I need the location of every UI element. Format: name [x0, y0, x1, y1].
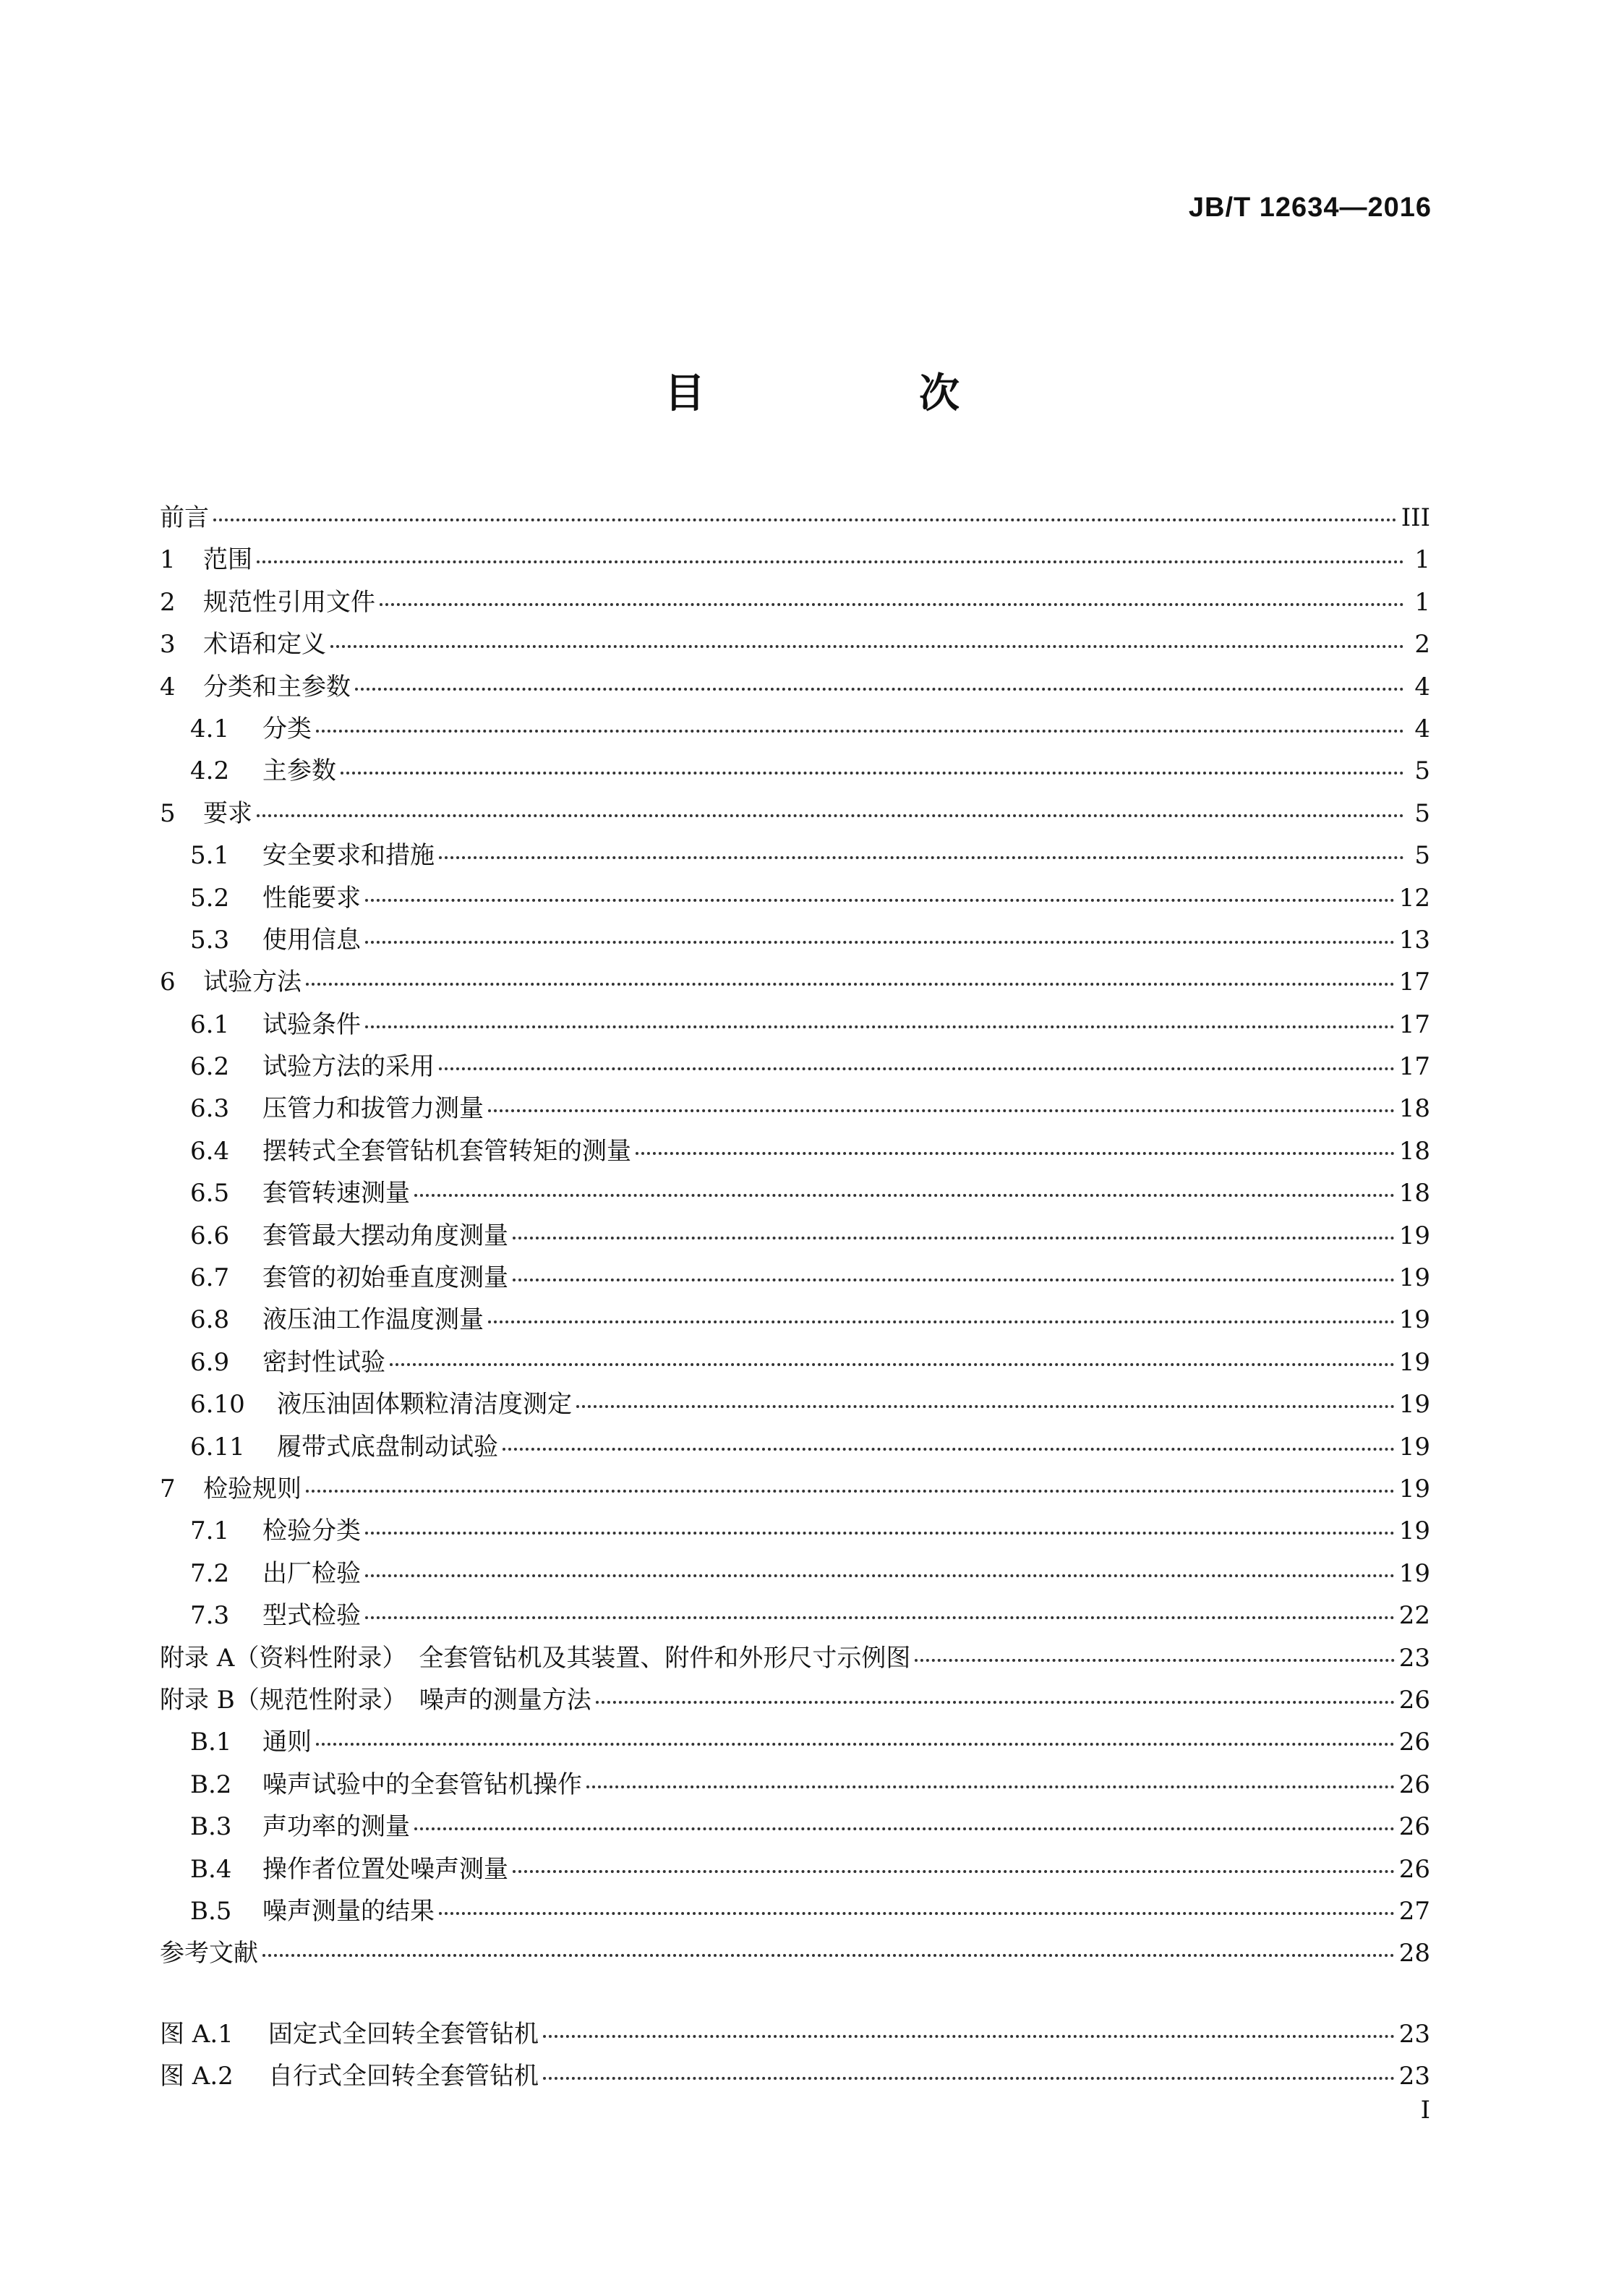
toc-entry-label: 术语和定义: [203, 630, 326, 660]
toc-entry[interactable]: [160, 750, 1430, 792]
toc-entry-number: 6.11: [190, 1432, 245, 1461]
toc-entry-page: 19: [1398, 1390, 1430, 1420]
toc-entry-number: 6.2: [190, 1052, 230, 1082]
toc-entry-label: 规范性引用文件: [203, 587, 375, 617]
toc-entry-page: 5: [1414, 841, 1430, 871]
dot-leader: [513, 1237, 1395, 1239]
toc-entry-page: 2: [1414, 630, 1430, 660]
toc-entry-number: B.3: [190, 1812, 232, 1842]
toc-entry-page: 5: [1414, 756, 1430, 786]
toc-entry-label: 套管转速测量: [262, 1179, 410, 1208]
dot-leader: [213, 519, 1397, 521]
figure-page: 23: [1398, 2062, 1430, 2091]
toc-entry-number: 6.3: [190, 1094, 230, 1124]
dot-leader: [543, 2077, 1395, 2080]
dot-leader: [439, 1067, 1395, 1070]
toc-entry[interactable]: [160, 1679, 1430, 1721]
toc-entry-label: 履带式底盘制动试验: [277, 1432, 498, 1461]
toc-entry[interactable]: [160, 1426, 1430, 1468]
dot-leader: [365, 1616, 1395, 1619]
toc-entry-page: 18: [1398, 1179, 1430, 1208]
toc-entry-page: 4: [1414, 672, 1430, 701]
dot-leader: [316, 1743, 1395, 1746]
toc-entry[interactable]: [160, 1215, 1430, 1257]
toc-entry-label: 附录 B（规范性附录） 噪声的测量方法: [160, 1685, 591, 1715]
figure-title: 自行式全回转全套管钻机: [268, 2062, 539, 2091]
figure-number: 图 A.1: [160, 2020, 234, 2049]
dot-leader: [330, 645, 1404, 648]
toc-entry[interactable]: [160, 1299, 1430, 1341]
dot-leader: [439, 1912, 1395, 1915]
figure-entry[interactable]: [160, 2013, 1430, 2055]
toc-entry-page: 27: [1398, 1896, 1430, 1926]
toc-entry[interactable]: [160, 793, 1430, 835]
toc-entry-label: 范围: [203, 545, 252, 575]
toc-entry[interactable]: [160, 1088, 1430, 1130]
toc-entry[interactable]: [160, 1553, 1430, 1595]
figure-title: 固定式全回转全套管钻机: [268, 2020, 539, 2049]
toc-entry-label: 试验方法: [203, 968, 302, 997]
toc-entry[interactable]: [160, 1468, 1430, 1510]
toc-entry[interactable]: [160, 1721, 1430, 1763]
toc-entry-number: 6: [160, 968, 176, 997]
toc-entry-number: 7.2: [190, 1558, 230, 1588]
toc-entry-page: 19: [1398, 1516, 1430, 1546]
toc-entry-number: 5.2: [190, 883, 230, 913]
dot-leader: [586, 1785, 1395, 1788]
toc-entry-number: 6.10: [190, 1390, 245, 1420]
toc-entry-page: 28: [1398, 1939, 1430, 1968]
dot-leader: [257, 560, 1404, 563]
toc-entry[interactable]: [160, 1004, 1430, 1046]
toc-entry-label: 通则: [262, 1728, 312, 1757]
figure-number: 图 A.2: [160, 2062, 234, 2091]
toc-entry[interactable]: [160, 1890, 1430, 1932]
toc-entry-number: 6.9: [190, 1347, 230, 1377]
toc-entry-label: 噪声试验中的全套管钻机操作: [262, 1770, 582, 1799]
toc-entry-number: 1: [160, 545, 176, 575]
toc-entry[interactable]: [160, 1383, 1430, 1425]
toc-entry[interactable]: [160, 1510, 1430, 1552]
dot-leader: [341, 772, 1404, 774]
toc-entry-page: 26: [1398, 1728, 1430, 1757]
toc-entry-label: 主参数: [262, 756, 336, 786]
dot-leader: [439, 856, 1404, 859]
toc-entry-page: 19: [1398, 1474, 1430, 1503]
figure-page: 23: [1398, 2020, 1430, 2049]
toc-entry[interactable]: [160, 1764, 1430, 1806]
toc-entry-page: 23: [1398, 1643, 1430, 1673]
dot-leader: [316, 730, 1404, 733]
toc-entry-number: B.4: [190, 1854, 232, 1884]
toc-entry-label: 安全要求和措施: [262, 841, 435, 871]
dot-leader: [365, 1574, 1395, 1577]
dot-leader: [596, 1701, 1395, 1704]
toc-entry-number: 3: [160, 630, 176, 660]
standard-code: JB/T 12634—2016: [1188, 192, 1432, 223]
toc-entry-page: 5: [1414, 798, 1430, 828]
toc-entry-page: 12: [1398, 883, 1430, 913]
toc-entry[interactable]: [160, 1806, 1430, 1848]
dot-leader: [306, 1490, 1395, 1493]
toc-entry[interactable]: [160, 581, 1430, 623]
toc-entry-label: 摆转式全套管钻机套管转矩的测量: [262, 1136, 631, 1166]
dot-leader: [488, 1320, 1395, 1323]
toc-entry-number: 7: [160, 1474, 176, 1503]
dot-leader: [365, 1025, 1395, 1028]
toc-entry-number: 5.3: [190, 925, 230, 955]
toc-entry-label: 型式检验: [262, 1601, 361, 1631]
toc-entry[interactable]: [160, 919, 1430, 961]
toc-entry-page: 26: [1398, 1854, 1430, 1884]
toc-entry[interactable]: [160, 1257, 1430, 1299]
toc-entry[interactable]: [160, 1130, 1430, 1172]
toc-entry-label: 套管最大摆动角度测量: [262, 1221, 508, 1250]
dot-leader: [306, 983, 1395, 986]
toc-entry-label: 压管力和拔管力测量: [262, 1094, 484, 1124]
toc-entry[interactable]: [160, 1637, 1430, 1679]
toc-entry[interactable]: [160, 1341, 1430, 1383]
toc-entry-label: 分类: [262, 714, 312, 743]
toc-entry-label: 出厂检验: [262, 1558, 361, 1588]
dot-leader: [915, 1659, 1394, 1662]
toc-entry-label: 液压油工作温度测量: [262, 1305, 484, 1335]
dot-leader: [543, 2035, 1395, 2038]
toc-entry-number: 2: [160, 587, 176, 617]
toc-entry-number: 7.1: [190, 1516, 230, 1546]
toc-entry-label: 套管的初始垂直度测量: [262, 1263, 508, 1293]
toc-entry-page: 19: [1398, 1432, 1430, 1461]
toc-entry-label: 检验规则: [203, 1474, 302, 1503]
dot-leader: [513, 1870, 1395, 1873]
toc-entry[interactable]: [160, 497, 1430, 539]
toc-entry-label: 参考文献: [160, 1939, 258, 1968]
toc-entry-number: 6.4: [190, 1136, 230, 1166]
toc-entry-page: 17: [1398, 1052, 1430, 1082]
dot-leader: [365, 1532, 1395, 1535]
toc-entry-number: 6.1: [190, 1010, 230, 1039]
toc-entry-label: 声功率的测量: [262, 1812, 410, 1842]
toc-entry[interactable]: [160, 623, 1430, 665]
toc-entry-number: 7.3: [190, 1601, 230, 1631]
toc-entry[interactable]: [160, 835, 1430, 876]
dot-leader: [365, 941, 1395, 944]
toc-entry-label: 试验条件: [262, 1010, 361, 1039]
toc-entry-page: 1: [1414, 587, 1430, 617]
toc-entry-label: 噪声测量的结果: [262, 1896, 435, 1926]
toc-entry-page: 19: [1398, 1221, 1430, 1250]
toc-entry-page: 13: [1398, 925, 1430, 955]
figure-list: [160, 2013, 1430, 2098]
dot-leader: [513, 1279, 1395, 1281]
toc-entry-label: 使用信息: [262, 925, 361, 955]
toc-entry-label: 附录 A（资料性附录） 全套管钻机及其装置、附件和外形尺寸示例图: [160, 1643, 911, 1673]
dot-leader: [503, 1448, 1395, 1451]
toc-entry-page: 26: [1398, 1685, 1430, 1715]
toc-entry-page: 26: [1398, 1770, 1430, 1799]
toc-entry-number: B.2: [190, 1770, 232, 1799]
dot-leader: [414, 1827, 1395, 1830]
toc-entry-label: 要求: [203, 798, 252, 828]
dot-leader: [488, 1109, 1395, 1112]
toc-entry[interactable]: [160, 666, 1430, 708]
toc-entry-label: 密封性试验: [262, 1347, 385, 1377]
toc-entry-page: 19: [1398, 1558, 1430, 1588]
dot-leader: [262, 1954, 1395, 1957]
dot-leader: [636, 1152, 1395, 1155]
toc-entry-page: 22: [1398, 1601, 1430, 1631]
dot-leader: [414, 1194, 1395, 1197]
toc-entry-number: 6.6: [190, 1221, 230, 1250]
toc-entry-page: 18: [1398, 1094, 1430, 1124]
table-of-contents: [160, 497, 1430, 1975]
toc-entry-page: 4: [1414, 714, 1430, 743]
toc-entry-number: 5.1: [190, 841, 230, 871]
toc-entry-page: III: [1401, 503, 1430, 532]
toc-entry-number: B.5: [190, 1896, 232, 1926]
toc-entry-number: 6.8: [190, 1305, 230, 1335]
toc-entry-page: 1: [1414, 545, 1430, 575]
toc-entry[interactable]: [160, 1932, 1430, 1974]
toc-entry-number: 4.2: [190, 756, 230, 786]
dot-leader: [257, 814, 1404, 817]
toc-entry[interactable]: [160, 1848, 1430, 1890]
toc-entry[interactable]: [160, 1046, 1430, 1088]
toc-entry-label: 检验分类: [262, 1516, 361, 1546]
toc-entry-page: 26: [1398, 1812, 1430, 1842]
toc-entry[interactable]: [160, 961, 1430, 1003]
toc-entry-page: 19: [1398, 1263, 1430, 1293]
toc-entry-label: 试验方法的采用: [262, 1052, 435, 1082]
toc-entry-page: 17: [1398, 968, 1430, 997]
toc-entry-number: B.1: [190, 1728, 232, 1757]
dot-leader: [365, 899, 1395, 902]
dot-leader: [380, 603, 1404, 606]
toc-entry-label: 前言: [160, 503, 209, 532]
toc-entry-page: 18: [1398, 1136, 1430, 1166]
toc-entry-number: 6.5: [190, 1179, 230, 1208]
figure-entry[interactable]: [160, 2055, 1430, 2097]
toc-entry-number: 4.1: [190, 714, 230, 743]
dot-leader: [576, 1405, 1395, 1408]
toc-entry-page: 19: [1398, 1305, 1430, 1335]
toc-entry[interactable]: [160, 708, 1430, 750]
toc-entry-label: 性能要求: [262, 883, 361, 913]
page-number: I: [1420, 2096, 1430, 2125]
toc-entry[interactable]: [160, 539, 1430, 581]
toc-entry-number: 5: [160, 798, 176, 828]
toc-entry-number: 6.7: [190, 1263, 230, 1293]
toc-entry-number: 4: [160, 672, 176, 701]
toc-entry[interactable]: [160, 877, 1430, 919]
page-title: 目 次: [664, 370, 1046, 417]
toc-entry-label: 液压油固体颗粒清洁度测定: [277, 1390, 572, 1420]
toc-entry-page: 17: [1398, 1010, 1430, 1039]
dot-leader: [390, 1363, 1395, 1366]
toc-entry[interactable]: [160, 1595, 1430, 1636]
toc-entry-label: 操作者位置处噪声测量: [262, 1854, 508, 1884]
dot-leader: [355, 688, 1404, 691]
toc-entry[interactable]: [160, 1172, 1430, 1214]
toc-entry-label: 分类和主参数: [203, 672, 351, 701]
toc-entry-page: 19: [1398, 1347, 1430, 1377]
